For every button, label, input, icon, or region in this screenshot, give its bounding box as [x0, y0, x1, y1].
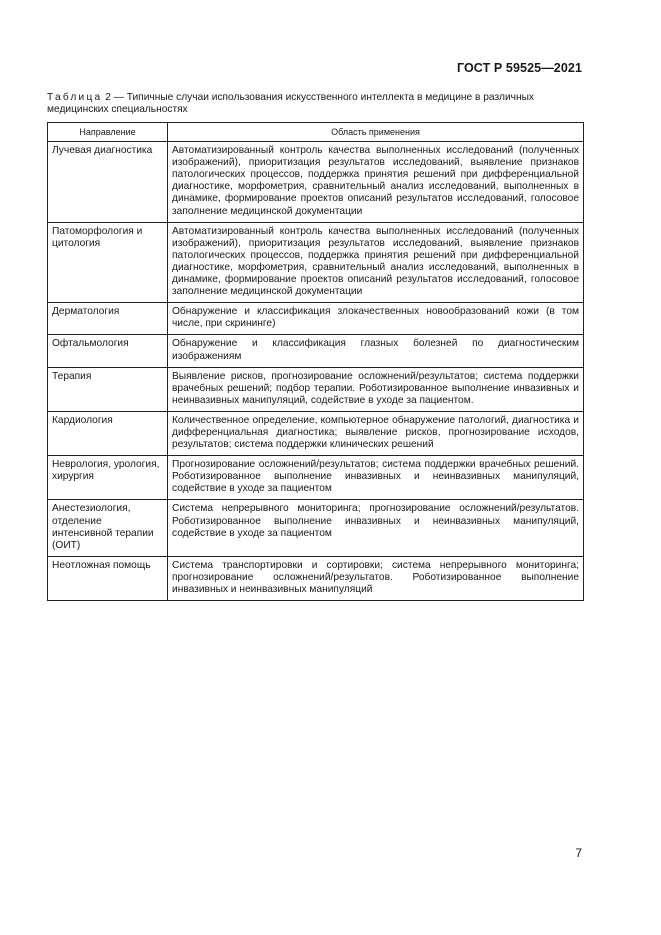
- direction-cell: Неврология, урология, хирургия: [48, 456, 168, 500]
- table-row: [48, 556, 584, 600]
- direction-cell: Дерматология: [48, 303, 168, 335]
- table-row: [48, 367, 584, 411]
- area-cell: Система транспортировки и сортировки; система непрерывного мониторинга; прогнозирование осложнений/результатов. Роботизированное выполнение инвазивных и неинвазивных манипуляций: [168, 556, 584, 600]
- table-row: [48, 335, 584, 367]
- direction-cell: Анестезиология, отделение интенсивной терапии (ОИТ): [48, 500, 168, 556]
- table-row: [48, 303, 584, 335]
- caption-text: — Типичные случаи использования искусственного интеллекта в медицине в различных медицинских специальностях: [47, 92, 535, 115]
- direction-cell: Кардиология: [48, 411, 168, 455]
- table-row: [48, 222, 584, 303]
- area-cell: Автоматизированный контроль качества выполненных исследований (полученных изображений), приоритизация результатов исследований, выявление признаков патологических процессов, поддержка принятия решений при дифференциальной диагностике, морфометрия, сравнительный анализ исследований, выполненных в динамике, формирование проектов описаний результатов исследований, голосовое заполнение медицинской документации: [168, 222, 584, 303]
- direction-cell: Офтальмология: [48, 335, 168, 367]
- standard-designation: ГОСТ Р 59525—2021: [456, 61, 582, 75]
- area-cell: Выявление рисков, прогнозирование осложнений/результатов; система поддержки врачебных решений; подбор терапии. Роботизированное выполнение инвазивных и неинвазивных манипуляций, содействие в уходе за пациентом.: [168, 367, 584, 411]
- table-row: [48, 500, 584, 556]
- column-header-direction: Направление: [48, 123, 168, 142]
- column-header-area: Область применения: [168, 123, 584, 142]
- table-row: [48, 456, 584, 500]
- area-cell: Система непрерывного мониторинга; прогнозирование осложнений/результатов. Роботизированное выполнение инвазивных и неинвазивных манипуляций, содействие в уходе за пациентом: [168, 500, 584, 556]
- caption-label: Таблица: [47, 92, 103, 103]
- ai-use-cases-table: [47, 122, 584, 601]
- direction-cell: Лучевая диагностика: [48, 142, 168, 223]
- area-cell: Прогнозирование осложнений/результатов; система поддержки врачебных решений. Роботизированное выполнение инвазивных и неинвазивных манипуляций, содействие в уходе за пациентом: [168, 456, 584, 500]
- area-cell: Обнаружение и классификация глазных болезней по диагностическим изображениям: [168, 335, 584, 367]
- area-cell: Количественное определение, компьютерное обнаружение патологий, диагностика и дифференциальная диагностика; выявление рисков, прогнозирование исходов, результатов; система поддержки клинических решений: [168, 411, 584, 455]
- table-row: [48, 411, 584, 455]
- table-header-row: [48, 123, 584, 142]
- table-row: [48, 142, 584, 223]
- direction-cell: Неотложная помощь: [48, 556, 168, 600]
- area-cell: Автоматизированный контроль качества выполненных исследований (полученных изображений), приоритизация результатов исследований, выявление признаков патологических процессов, поддержка принятия решений при дифференциальной диагностике, морфометрия, сравнительный анализ исследований, выполненных в динамике, формирование проектов описаний результатов исследований, голосовое заполнение медицинской документации: [168, 142, 584, 223]
- table-caption: [47, 92, 585, 116]
- direction-cell: Терапия: [48, 367, 168, 411]
- caption-number: 2: [105, 92, 111, 103]
- direction-cell: Патоморфология и цитология: [48, 222, 168, 303]
- area-cell: Обнаружение и классификация злокачественных новообразований кожи (в том числе, при скрининге): [168, 303, 584, 335]
- page-number: 7: [575, 846, 582, 860]
